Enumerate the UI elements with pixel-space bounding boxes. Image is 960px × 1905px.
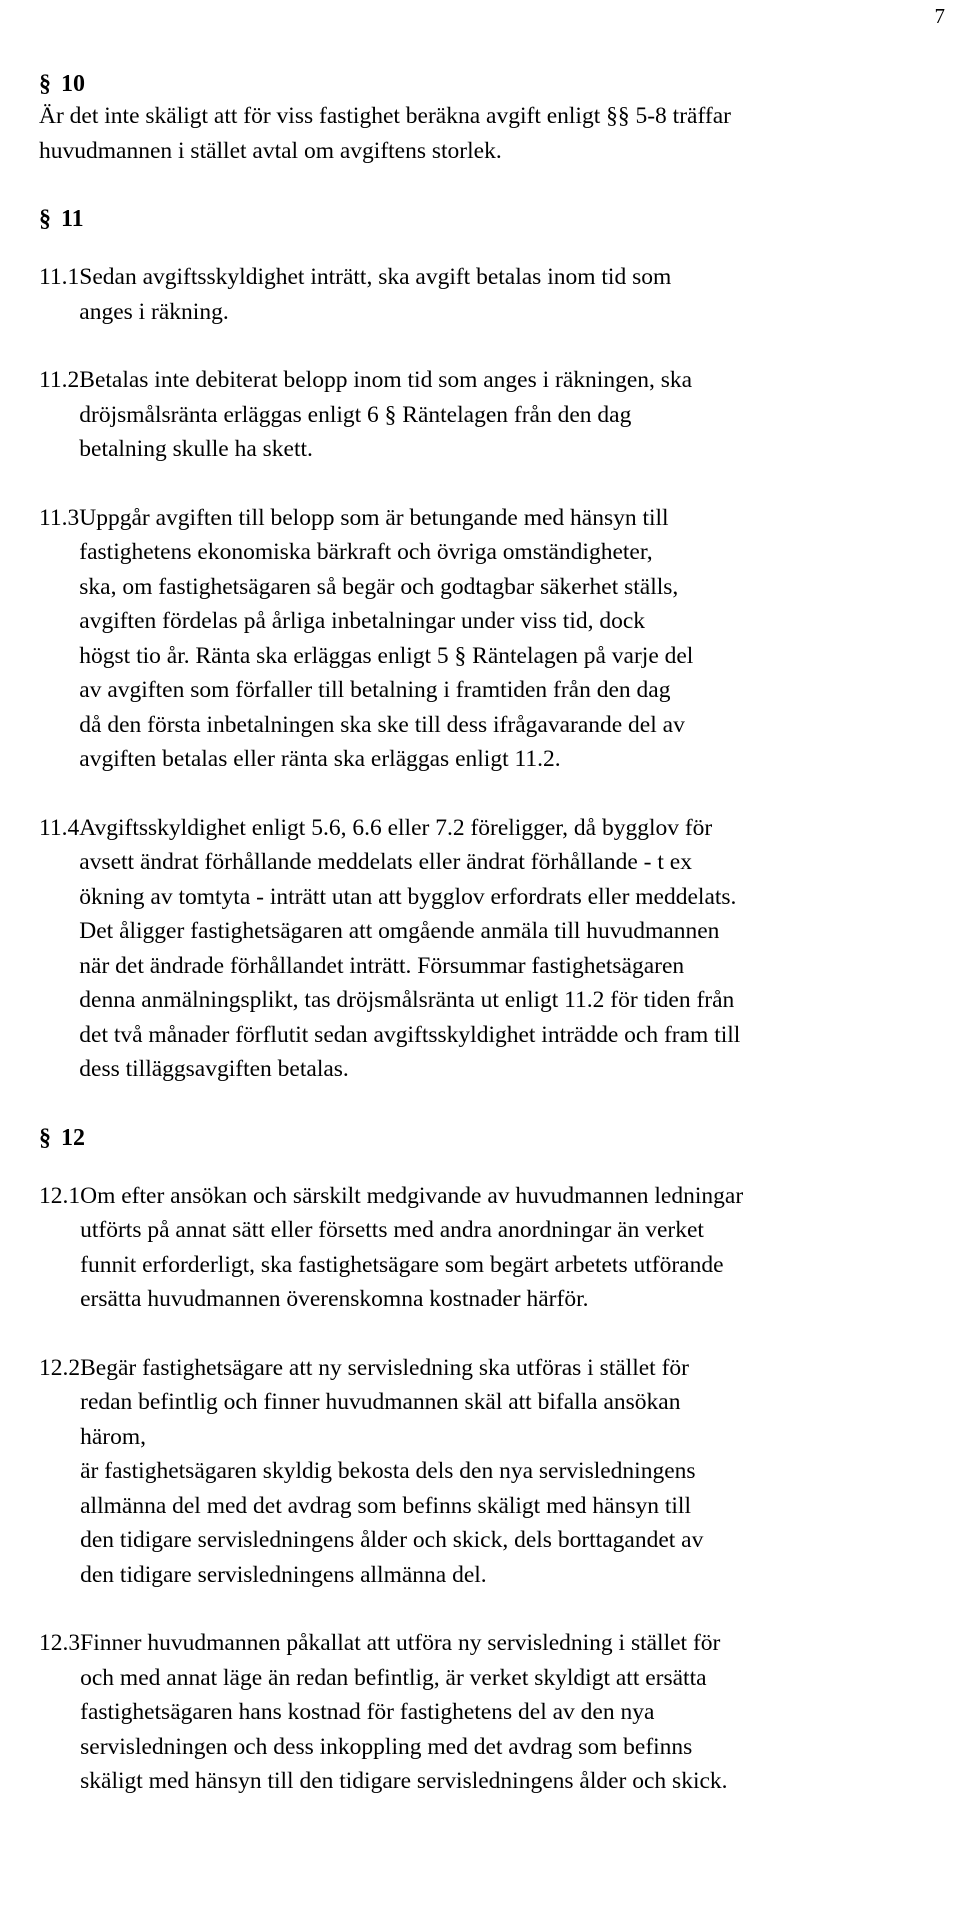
clause-text: Betalas inte debiterat belopp inom tid som anges i räkningen, ska dröjsmålsränta erläggas enligt 6 § Räntelagen från den dag betalning skulle ha skett.	[79, 367, 693, 462]
section-number: 11	[61, 206, 84, 232]
section-number: 10	[61, 71, 85, 97]
section-symbol: §	[39, 1124, 51, 1151]
clause-11-4	[39, 811, 939, 1087]
clause-number: 12.2	[39, 1354, 81, 1381]
clause-text: Uppgår avgiften till belopp som är betungande med hänsyn till fastighetens ekonomiska bärkraft och övriga omständigheter, ska, om fastighetsägaren så begär och godtagbar säkerhet ställs, avgiften fördelas på årliga inbetalningar under viss tid, dock högst tio år. Ränta ska erläggas enligt 5 § Räntelagen på varje del av avgiften som förfaller till betalning i framtiden från den dag då den första inbetalningen ska ske till dess ifrågavarande del av avgiften betalas eller ränta ska erläggas enligt 11.2.	[79, 504, 694, 772]
document-body	[39, 69, 939, 1799]
page-number: 7	[934, 4, 945, 28]
section-heading-10	[39, 69, 939, 99]
clause-text: Avgiftsskyldighet enligt 5.6, 6.6 eller 7.2 föreligger, då bygglov för avsett ändrat förhållande meddelats eller ändrat förhållande - t ex ökning av tomtyta - inträtt utan att bygglov erfordrats eller meddelats. Det åligger fastighetsägaren att omgående anmäla till huvudmannen när det ändrade förhållandet inträtt. Försummar fastighetsägaren denna anmälningsplikt, tas dröjsmålsränta ut enligt 11.2 för tiden från det två månader förflutit sedan avgiftsskyldighet inträdde och fram till dess tilläggsavgiften betalas.	[79, 814, 741, 1082]
clause-12-2	[39, 1351, 939, 1593]
section-symbol: §	[39, 206, 51, 232]
clause-12-3	[39, 1626, 939, 1799]
section-heading-12	[39, 1123, 939, 1153]
clause-11-3	[39, 501, 939, 777]
section-symbol: §	[39, 71, 51, 97]
clause-11-2	[39, 363, 939, 467]
clause-number: 11.4	[39, 814, 80, 841]
clause-number: 11.1	[39, 264, 80, 290]
clause-number: 11.2	[39, 367, 80, 393]
clause-text: Om efter ansökan och särskilt medgivande av huvudmannen ledningar utförts på annat sätt eller försetts med andra anordningar än verket funnit erforderligt, ska fastighetsägare som begärt arbetets utförande ersätta huvudmannen överenskomna kostnader härför.	[80, 1182, 744, 1312]
clause-text: Begär fastighetsägare att ny servisledning ska utföras i stället för redan befintlig och finner huvudmannen skäl att bifalla ansökan härom, är fastighetsägaren skyldig bekosta dels den nya servisledningens allmänna del med det avdrag som befinns skäligt med hänsyn till den tidigare servisledningens ålder och skick, dels borttagandet av den tidigare servisledningens allmänna del.	[80, 1354, 704, 1588]
clause-text: Sedan avgiftsskyldighet inträtt, ska avgift betalas inom tid som anges i räkning.	[79, 264, 672, 325]
section-number: 12	[61, 1124, 85, 1151]
clause-11-1	[39, 260, 939, 329]
clause-number: 11.3	[39, 504, 80, 531]
clause-number: 12.3	[39, 1630, 81, 1656]
clause-text: Finner huvudmannen påkallat att utföra ny servisledning i stället för och med annat läge än redan befintlig, är verket skyldigt att ersätta fastighetsägaren hans kostnad för fastighetens del av den nya servisledningen och dess inkoppling med det avdrag som befinns skäligt med hänsyn till den tidigare servisledningens ålder och skick.	[80, 1630, 728, 1794]
clause-number: 12.1	[39, 1182, 81, 1209]
clause-12-1	[39, 1179, 939, 1317]
section-10-text: Är det inte skäligt att för viss fastighet beräkna avgift enligt §§ 5-8 träffar huvudmannen i stället avtal om avgiftens storlek.	[39, 103, 731, 164]
section-heading-11	[39, 204, 939, 234]
